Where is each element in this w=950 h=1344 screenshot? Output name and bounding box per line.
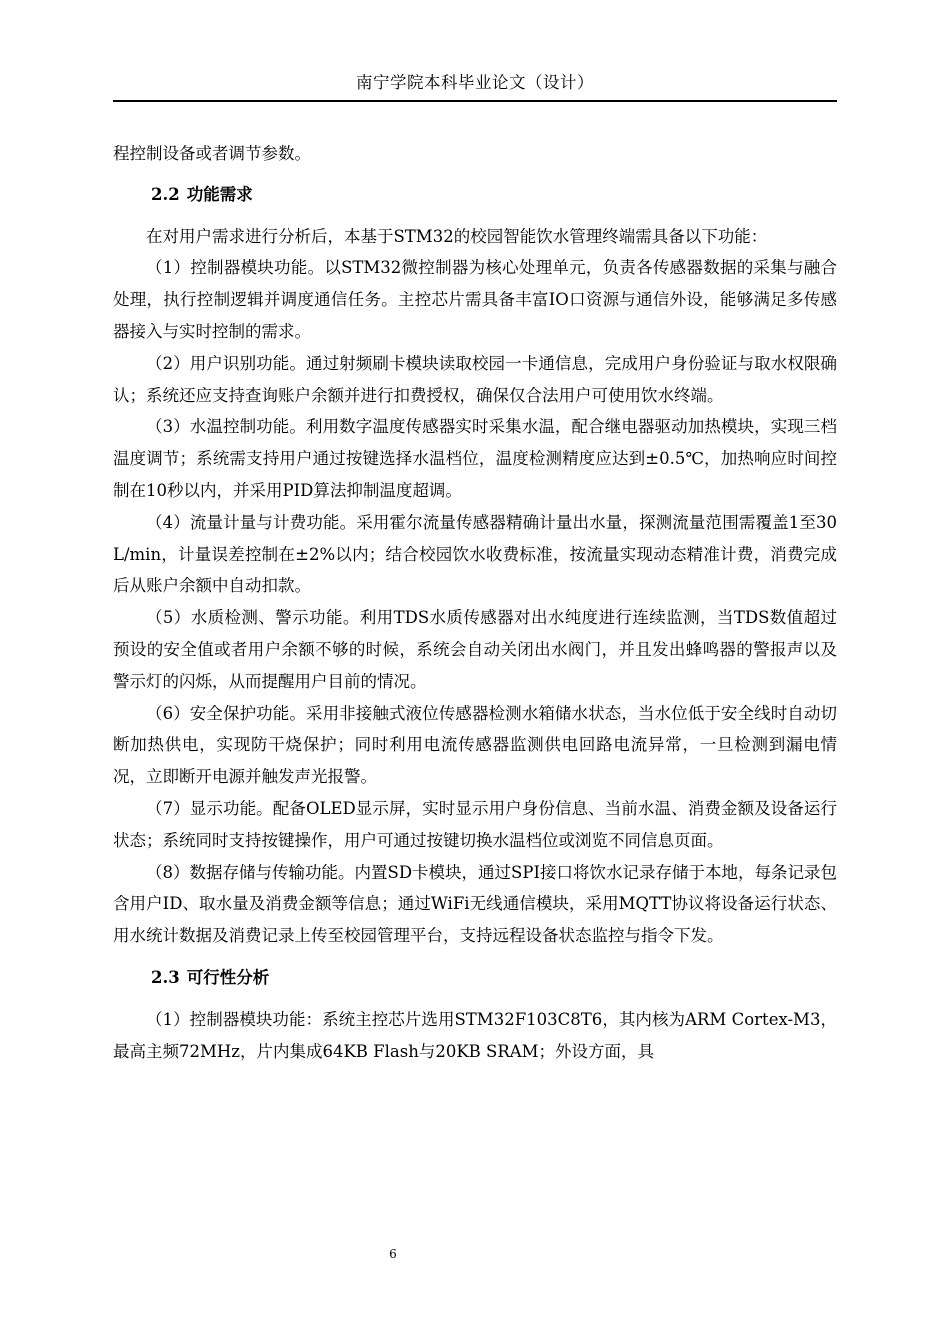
requirement-item-5: （5）水质检测、警示功能。利用TDS水质传感器对出水纯度进行连续监测，当TDS数值超过预设的安全值或者用户余额不够的时候，系统会自动关闭出水阀门，并且发出蜂鸣器的警报声以及警示灯的闪烁，从而提醒用户目前的情况。 <box>113 608 837 691</box>
section-number: 2.3 <box>151 967 180 987</box>
header-rule <box>113 100 837 102</box>
requirement-item-6: （6）安全保护功能。采用非接触式液位传感器检测水箱储水状态，当水位低于安全线时自动切断加热供电，实现防干烧保护；同时利用电流传感器监测供电回路电流异常，一旦检测到漏电情况，立即断开电源并触发声光报警。 <box>113 703 837 787</box>
section-title: 可行性分析 <box>186 967 270 987</box>
section-heading-2-2 <box>113 179 837 211</box>
requirement-item-7: （7）显示功能。配备OLED显示屏，实时显示用户身份信息、当前水温、消费金额及设备运行状态；系统同时支持按键操作，用户可通过按键切换水温档位或浏览不同信息页面。 <box>113 798 837 850</box>
feasibility-item-1: （1）控制器模块功能：系统主控芯片选用STM32F103C8T6，其内核为ARM Cortex-M3，最高主频72MHz，片内集成64KB Flash与20KB SRAM；外设方面，具 <box>113 1009 837 1061</box>
requirement-item-2: （2）用户识别功能。通过射频刷卡模块读取校园一卡通信息，完成用户身份验证与取水权限确认；系统还应支持查询账户余额并进行扣费授权，确保仅合法用户可使用饮水终端。 <box>113 353 837 405</box>
running-header: 南宁学院本科毕业论文（设计） <box>356 73 594 92</box>
requirement-item-4: （4）流量计量与计费功能。采用霍尔流量传感器精确计量出水量，探测流量范围需覆盖1至30 L/min，计量误差控制在±2%以内；结合校园饮水收费标准，按流量实现动态精准计费，消费完成后从账户余额中自动扣款。 <box>113 512 837 596</box>
requirement-item-8: （8）数据存储与传输功能。内置SD卡模块，通过SPI接口将饮水记录存储于本地，每条记录包含用户ID、取水量及消费金额等信息；通过WiFi无线通信模块，采用MQTT协议将设备运行状态、用水统计数据及消费记录上传至校园管理平台，支持远程设备状态监控与指令下发。 <box>113 862 837 946</box>
section-title: 功能需求 <box>186 184 253 204</box>
page-number: 6 <box>389 1247 397 1261</box>
intro-paragraph: 在对用户需求进行分析后，本基于STM32的校园智能饮水管理终端需具备以下功能： <box>146 226 768 246</box>
body-text <box>113 138 837 1067</box>
requirement-item-1: （1）控制器模块功能。以STM32微控制器为核心处理单元，负责各传感器数据的采集与融合处理，执行控制逻辑并调度通信任务。主控芯片需具备丰富IO口资源与通信外设，能够满足多传感器接入与实时控制的需求。 <box>113 258 837 341</box>
section-number: 2.2 <box>151 184 180 204</box>
section-heading-2-3 <box>113 962 837 994</box>
requirement-item-3: （3）水温控制功能。利用数字温度传感器实时采集水温，配合继电器驱动加热模块，实现三档温度调节；系统需支持用户通过按键选择水温档位，温度检测精度应达到±0.5℃，加热响应时间控制在10秒以内，并采用PID算法抑制温度超调。 <box>113 417 837 500</box>
continuation-paragraph: 程控制设备或者调节参数。 <box>113 144 311 163</box>
